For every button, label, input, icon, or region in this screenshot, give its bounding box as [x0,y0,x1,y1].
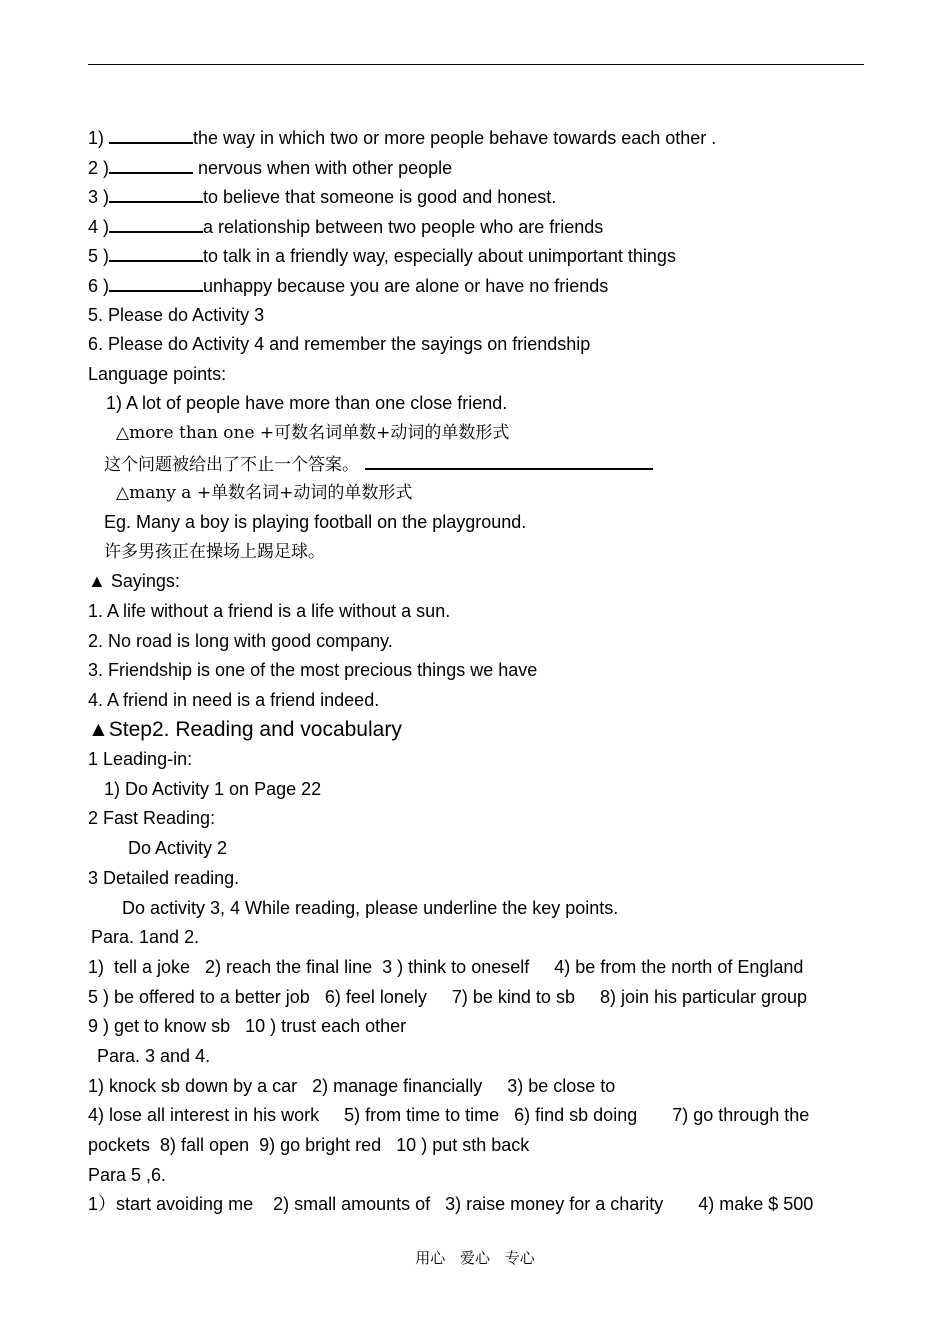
header-rule [88,64,864,65]
answer-blank-4[interactable] [109,215,203,233]
saying-3: 3. Friendship is one of the most precious things we have [88,660,538,680]
task-activity-3: 5. Please do Activity 3 [88,305,265,325]
saying-2: 2. No road is long with good company. [88,631,393,651]
example-chinese: 许多男孩正在操场上踢足球。 [104,542,325,562]
answer-blank-2[interactable] [109,156,193,174]
definition-5: 5 ) to talk in a friendly way, especially about unimportant things [88,246,676,266]
page-footer: 用心 爱心 专心 [415,1249,535,1267]
definition-4: 4 ) a relationship between two people who are friends [88,217,604,237]
grammar-rule-many-a: △many a +单数名词+动词的单数形式 [116,483,413,503]
translation-blank[interactable] [365,452,653,470]
para34-heading: Para. 3 and 4. [97,1046,211,1066]
fast-reading-task: Do Activity 2 [128,838,228,858]
para34-line-2: 4) lose all interest in his work 5) from time to time 6) find sb doing 7) go through the [88,1105,810,1125]
answer-blank-6[interactable] [109,274,203,292]
language-point-1: 1) A lot of people have more than one close friend. [106,393,508,413]
answer-blank-1[interactable] [109,126,193,144]
example-english: Eg. Many a boy is playing football on the playground. [104,512,527,532]
answer-blank-5[interactable] [109,244,203,262]
fast-reading-heading: 2 Fast Reading: [88,808,216,828]
para34-line-1: 1) knock sb down by a car 2) manage financially 3) be close to [88,1076,616,1096]
language-points-heading: Language points: [88,364,227,384]
task-activity-4: 6. Please do Activity 4 and remember the sayings on friendship [88,334,591,354]
grammar-rule-more-than-one: △more than one +可数名词单数+动词的单数形式 [116,423,510,443]
leading-in-heading: 1 Leading-in: [88,749,193,769]
saying-4: 4. A friend in need is a friend indeed. [88,690,380,710]
definition-3: 3 ) to believe that someone is good and honest. [88,187,557,207]
para12-line-2: 5 ) be offered to a better job 6) feel lonely 7) be kind to sb 8) join his particular group [88,987,808,1007]
definition-1: 1) the way in which two or more people behave towards each other . [88,128,717,148]
para56-line-1: 1）start avoiding me 2) small amounts of 3) raise money for a charity 4) make $ 500 [88,1194,814,1214]
para12-heading: Para. 1and 2. [91,927,200,947]
saying-1: 1. A life without a friend is a life without a sun. [88,601,451,621]
para56-heading: Para 5 ,6. [88,1165,167,1185]
definition-2: 2 ) nervous when with other people [88,158,453,178]
step2-heading: ▲Step2. Reading and vocabulary [88,718,402,741]
leading-in-task: 1) Do Activity 1 on Page 22 [104,779,322,799]
para12-line-3: 9 ) get to know sb 10 ) trust each other [88,1016,407,1036]
para12-line-1: 1) tell a joke 2) reach the final line 3 ) think to oneself 4) be from the north of England [88,957,804,977]
para34-line-3: pockets 8) fall open 9) go bright red 10 ) put sth back [88,1135,530,1155]
translation-exercise: 这个问题被给出了不止一个答案。 [104,452,653,476]
answer-blank-3[interactable] [109,185,203,203]
detailed-reading-heading: 3 Detailed reading. [88,868,240,888]
detailed-reading-task: Do activity 3, 4 While reading, please underline the key points. [122,898,619,918]
definition-6: 6 ) unhappy because you are alone or have no friends [88,276,609,296]
sayings-heading: ▲ Sayings: [88,571,180,591]
